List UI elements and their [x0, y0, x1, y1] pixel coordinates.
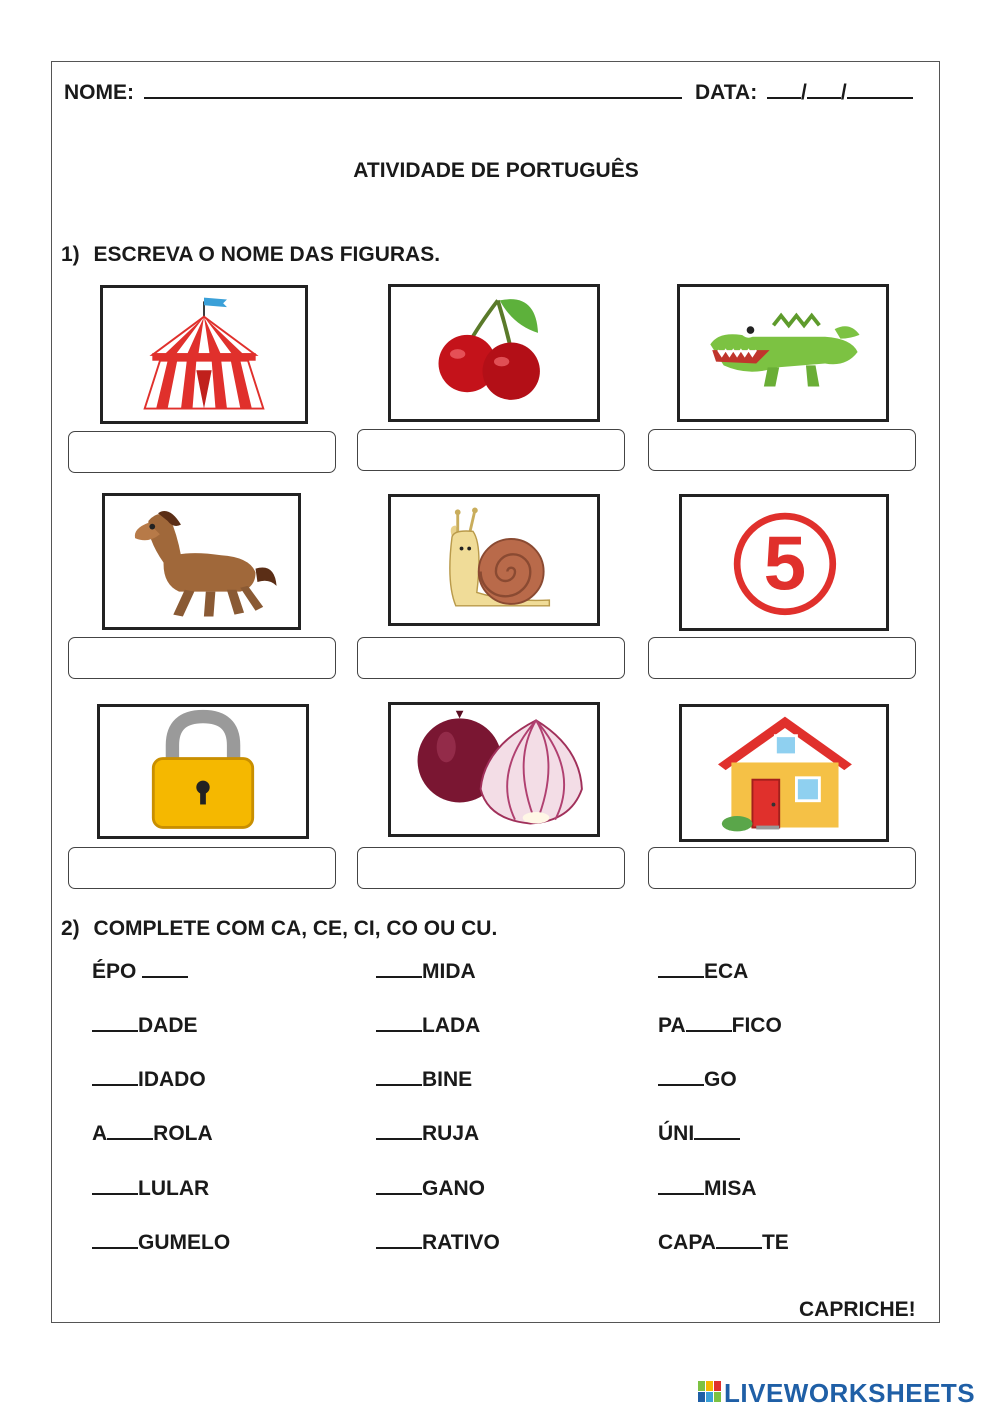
answer-box-8[interactable] — [357, 847, 625, 889]
word-item — [658, 958, 748, 984]
svg-text:5: 5 — [763, 521, 807, 607]
word-after: FICO — [731, 1014, 782, 1037]
date-field: DATA: / / — [695, 79, 913, 105]
date-day-line[interactable] — [767, 79, 801, 99]
question-2-heading: 2) COMPLETE COM CA, CE, CI, CO OU CU. — [61, 917, 498, 940]
syllable-blank[interactable] — [92, 1175, 138, 1195]
syllable-blank[interactable] — [376, 1229, 422, 1249]
number-five-picture — [679, 494, 889, 631]
word-after: LULAR — [138, 1177, 210, 1200]
syllable-blank[interactable] — [658, 958, 704, 978]
answer-box-7[interactable] — [68, 847, 336, 889]
crocodile-picture — [677, 284, 889, 422]
syllable-blank[interactable] — [92, 1012, 138, 1032]
liveworksheets-brand: LIVEWORKSHEETS — [724, 1378, 976, 1408]
question-2-prefix: COMPLETE COM — [93, 917, 271, 940]
word-after: GANO — [422, 1177, 485, 1200]
question-1-text: ESCREVA O NOME DAS FIGURAS. — [93, 243, 441, 266]
house-icon — [682, 707, 886, 839]
syllable-blank[interactable] — [716, 1229, 762, 1249]
syllable-blank[interactable] — [92, 1066, 138, 1086]
syllable-blank[interactable] — [376, 1120, 422, 1140]
name-field — [64, 79, 682, 105]
word-before: ÚNI — [658, 1122, 695, 1145]
circus-tent-picture — [100, 285, 308, 424]
syllable-blank[interactable] — [376, 1175, 422, 1195]
word-item — [92, 958, 188, 984]
word-item — [92, 1175, 209, 1201]
syllable-blank[interactable] — [376, 1012, 422, 1032]
answer-box-6[interactable] — [648, 637, 916, 679]
question-2-number: 2) — [61, 917, 80, 940]
closing-text: CAPRICHE! — [799, 1298, 916, 1321]
answer-box-1[interactable] — [68, 431, 336, 473]
circus-tent-icon — [103, 288, 305, 421]
word-item — [92, 1229, 230, 1255]
word-after: BINE — [422, 1068, 473, 1091]
padlock-icon — [100, 707, 306, 836]
onion-picture — [388, 702, 600, 837]
date-label: DATA: — [695, 81, 758, 104]
date-month-line[interactable] — [807, 79, 841, 99]
syllable-cu: CU — [461, 917, 492, 940]
word-item — [658, 1175, 757, 1201]
horse-picture — [102, 493, 301, 630]
onion-icon — [391, 705, 597, 834]
syllable-blank[interactable] — [376, 958, 422, 978]
word-item — [376, 958, 476, 984]
word-after: RUJA — [422, 1122, 480, 1145]
word-after: DADE — [138, 1014, 198, 1037]
padlock-picture — [97, 704, 309, 839]
date-year-line[interactable] — [847, 79, 913, 99]
liveworksheets-logo-icon — [698, 1381, 722, 1403]
word-item — [658, 1120, 740, 1146]
word-item — [92, 1066, 206, 1092]
answer-box-3[interactable] — [648, 429, 916, 471]
page-title: ATIVIDADE DE PORTUGUÊS — [353, 159, 639, 182]
snail-picture — [388, 494, 600, 626]
answer-box-9[interactable] — [648, 847, 916, 889]
word-after: TE — [761, 1231, 789, 1254]
syllable-ci: CI — [353, 917, 375, 940]
syllable-blank[interactable] — [376, 1066, 422, 1086]
word-before: PA — [658, 1014, 686, 1037]
word-item — [92, 1120, 213, 1146]
syllable-blank[interactable] — [92, 1229, 138, 1249]
word-item — [658, 1066, 737, 1092]
word-after: RATIVO — [422, 1231, 500, 1254]
horse-icon — [105, 496, 298, 627]
cherry-icon — [391, 287, 597, 419]
syllable-blank[interactable] — [142, 958, 188, 978]
word-item — [376, 1229, 500, 1255]
word-after: ECA — [704, 960, 749, 983]
word-after: MISA — [704, 1177, 757, 1200]
answer-box-5[interactable] — [357, 637, 625, 679]
word-item — [376, 1066, 472, 1092]
word-item — [376, 1012, 480, 1038]
question-1-heading — [61, 243, 440, 267]
word-after: IDADO — [138, 1068, 206, 1091]
word-item — [658, 1229, 789, 1255]
word-item — [376, 1120, 479, 1146]
answer-box-4[interactable] — [68, 637, 336, 679]
syllable-blank[interactable] — [686, 1012, 732, 1032]
question-1-number: 1) — [61, 243, 80, 266]
snail-icon — [391, 497, 597, 623]
word-before: CAPA — [658, 1231, 716, 1254]
syllable-blank[interactable] — [658, 1175, 704, 1195]
house-picture — [679, 704, 889, 842]
name-line[interactable] — [144, 79, 682, 99]
word-after: MIDA — [422, 960, 476, 983]
syllable-blank[interactable] — [107, 1120, 153, 1140]
word-after: LADA — [422, 1014, 481, 1037]
syllable-blank[interactable] — [694, 1120, 740, 1140]
word-item — [92, 1012, 198, 1038]
word-item — [376, 1175, 485, 1201]
number-five-icon — [682, 497, 886, 628]
crocodile-icon — [680, 287, 886, 419]
cherry-picture — [388, 284, 600, 422]
answer-box-2[interactable] — [357, 429, 625, 471]
word-before: A — [92, 1122, 108, 1145]
word-item — [658, 1012, 782, 1038]
word-after: GUMELO — [138, 1231, 231, 1254]
syllable-ce: CE — [312, 917, 343, 940]
syllable-blank[interactable] — [658, 1066, 704, 1086]
word-before: ÉPO — [92, 960, 143, 983]
syllable-co: CO — [386, 917, 418, 940]
word-after: GO — [704, 1068, 737, 1091]
word-after: ROLA — [153, 1122, 213, 1145]
name-label: NOME: — [64, 81, 134, 104]
syllable-ca: CA — [270, 917, 302, 940]
